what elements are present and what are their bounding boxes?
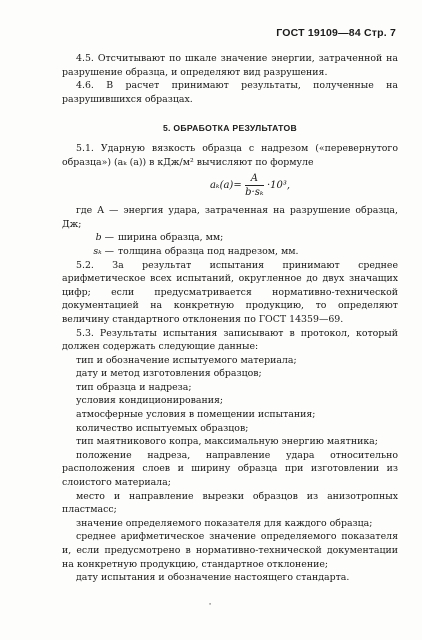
formula-lhs: aₖ(a)=	[209, 179, 242, 191]
list-item: место и направление вырезки образцов из анизотропных пластмасс;	[62, 490, 398, 516]
where-item	[76, 245, 398, 259]
list-item: количество испытуемых образцов;	[76, 422, 249, 434]
paragraph-4-5: 4.5. Отсчитывают по шкале значение энергии, затраченной на разрушение образца, и определяют вид разрушения.	[62, 53, 398, 78]
paragraph-4-6: 4.6. В расчет принимают результаты, полученные на разрушившихся образцах.	[62, 80, 398, 105]
page-header: ГОСТ 19109—84 Стр. 7	[276, 27, 396, 39]
formula-rhs: ·10³,	[266, 179, 291, 191]
list-item: тип маятникового копра, максимальную энергию маятника;	[76, 436, 378, 448]
document-body	[62, 52, 398, 585]
where-text: ширина образца, мм;	[118, 232, 224, 244]
where-symbol: sₖ —	[93, 245, 114, 257]
list-item: дату испытания и обозначение настоящего стандарта.	[76, 572, 350, 584]
footer-mark: ·	[208, 600, 212, 610]
list-item: среднее арифметическое значение определяемого показателя и, если предусмотрено в нормативно-технической документации на конкретную продукцию, стандартное отклонение;	[62, 531, 398, 570]
section-title: 5. ОБРАБОТКА РЕЗУЛЬТАТОВ	[162, 123, 298, 134]
list-item: дату и метод изготовления образцов;	[76, 368, 262, 380]
list-item: тип и обозначение испытуемого материала;	[76, 354, 297, 366]
where-symbol: b —	[95, 232, 114, 244]
paragraph-5-2: 5.2. За результат испытания принимают среднее арифметическое всех испытаний, округленное до двух значащих цифр; если предусматривается нормативно-технической документацией на конкретную продукцию, то определяют величину стандартного отклонения по ГОСТ 14359—69.	[62, 259, 398, 325]
formula-fraction	[245, 173, 264, 198]
where-items	[76, 231, 398, 258]
formula-denominator: b·sₖ	[245, 187, 264, 199]
paragraph-5-3: 5.3. Результаты испытания записывают в протокол, который должен содержать следующие данные:	[62, 327, 398, 353]
impact-formula	[102, 173, 398, 198]
where-lead: где A — энергия удара, затраченная на разрушение образца, Дж;	[62, 205, 398, 230]
list-item: положение надреза, направление удара относительно расположения слоев и ширину образца при изготовлении из слоистого материала;	[62, 449, 398, 489]
paragraph-5-1: 5.1. Ударную вязкость образца с надрезом («перевернутого образца») (aₖ (a)) в кДж/м² вычисляют по формуле	[62, 142, 398, 168]
list-item: значение определяемого показателя для каждого образца;	[76, 517, 373, 529]
list-item: атмосферные условия в помещении испытания;	[76, 409, 316, 421]
where-block	[62, 204, 398, 258]
where-text: толщина образца под надрезом, мм.	[118, 245, 299, 257]
list-item: тип образца и надреза;	[76, 381, 192, 393]
list-item: условия кондиционирования;	[76, 395, 224, 407]
where-item	[76, 231, 398, 245]
formula-numerator: A	[245, 173, 264, 186]
